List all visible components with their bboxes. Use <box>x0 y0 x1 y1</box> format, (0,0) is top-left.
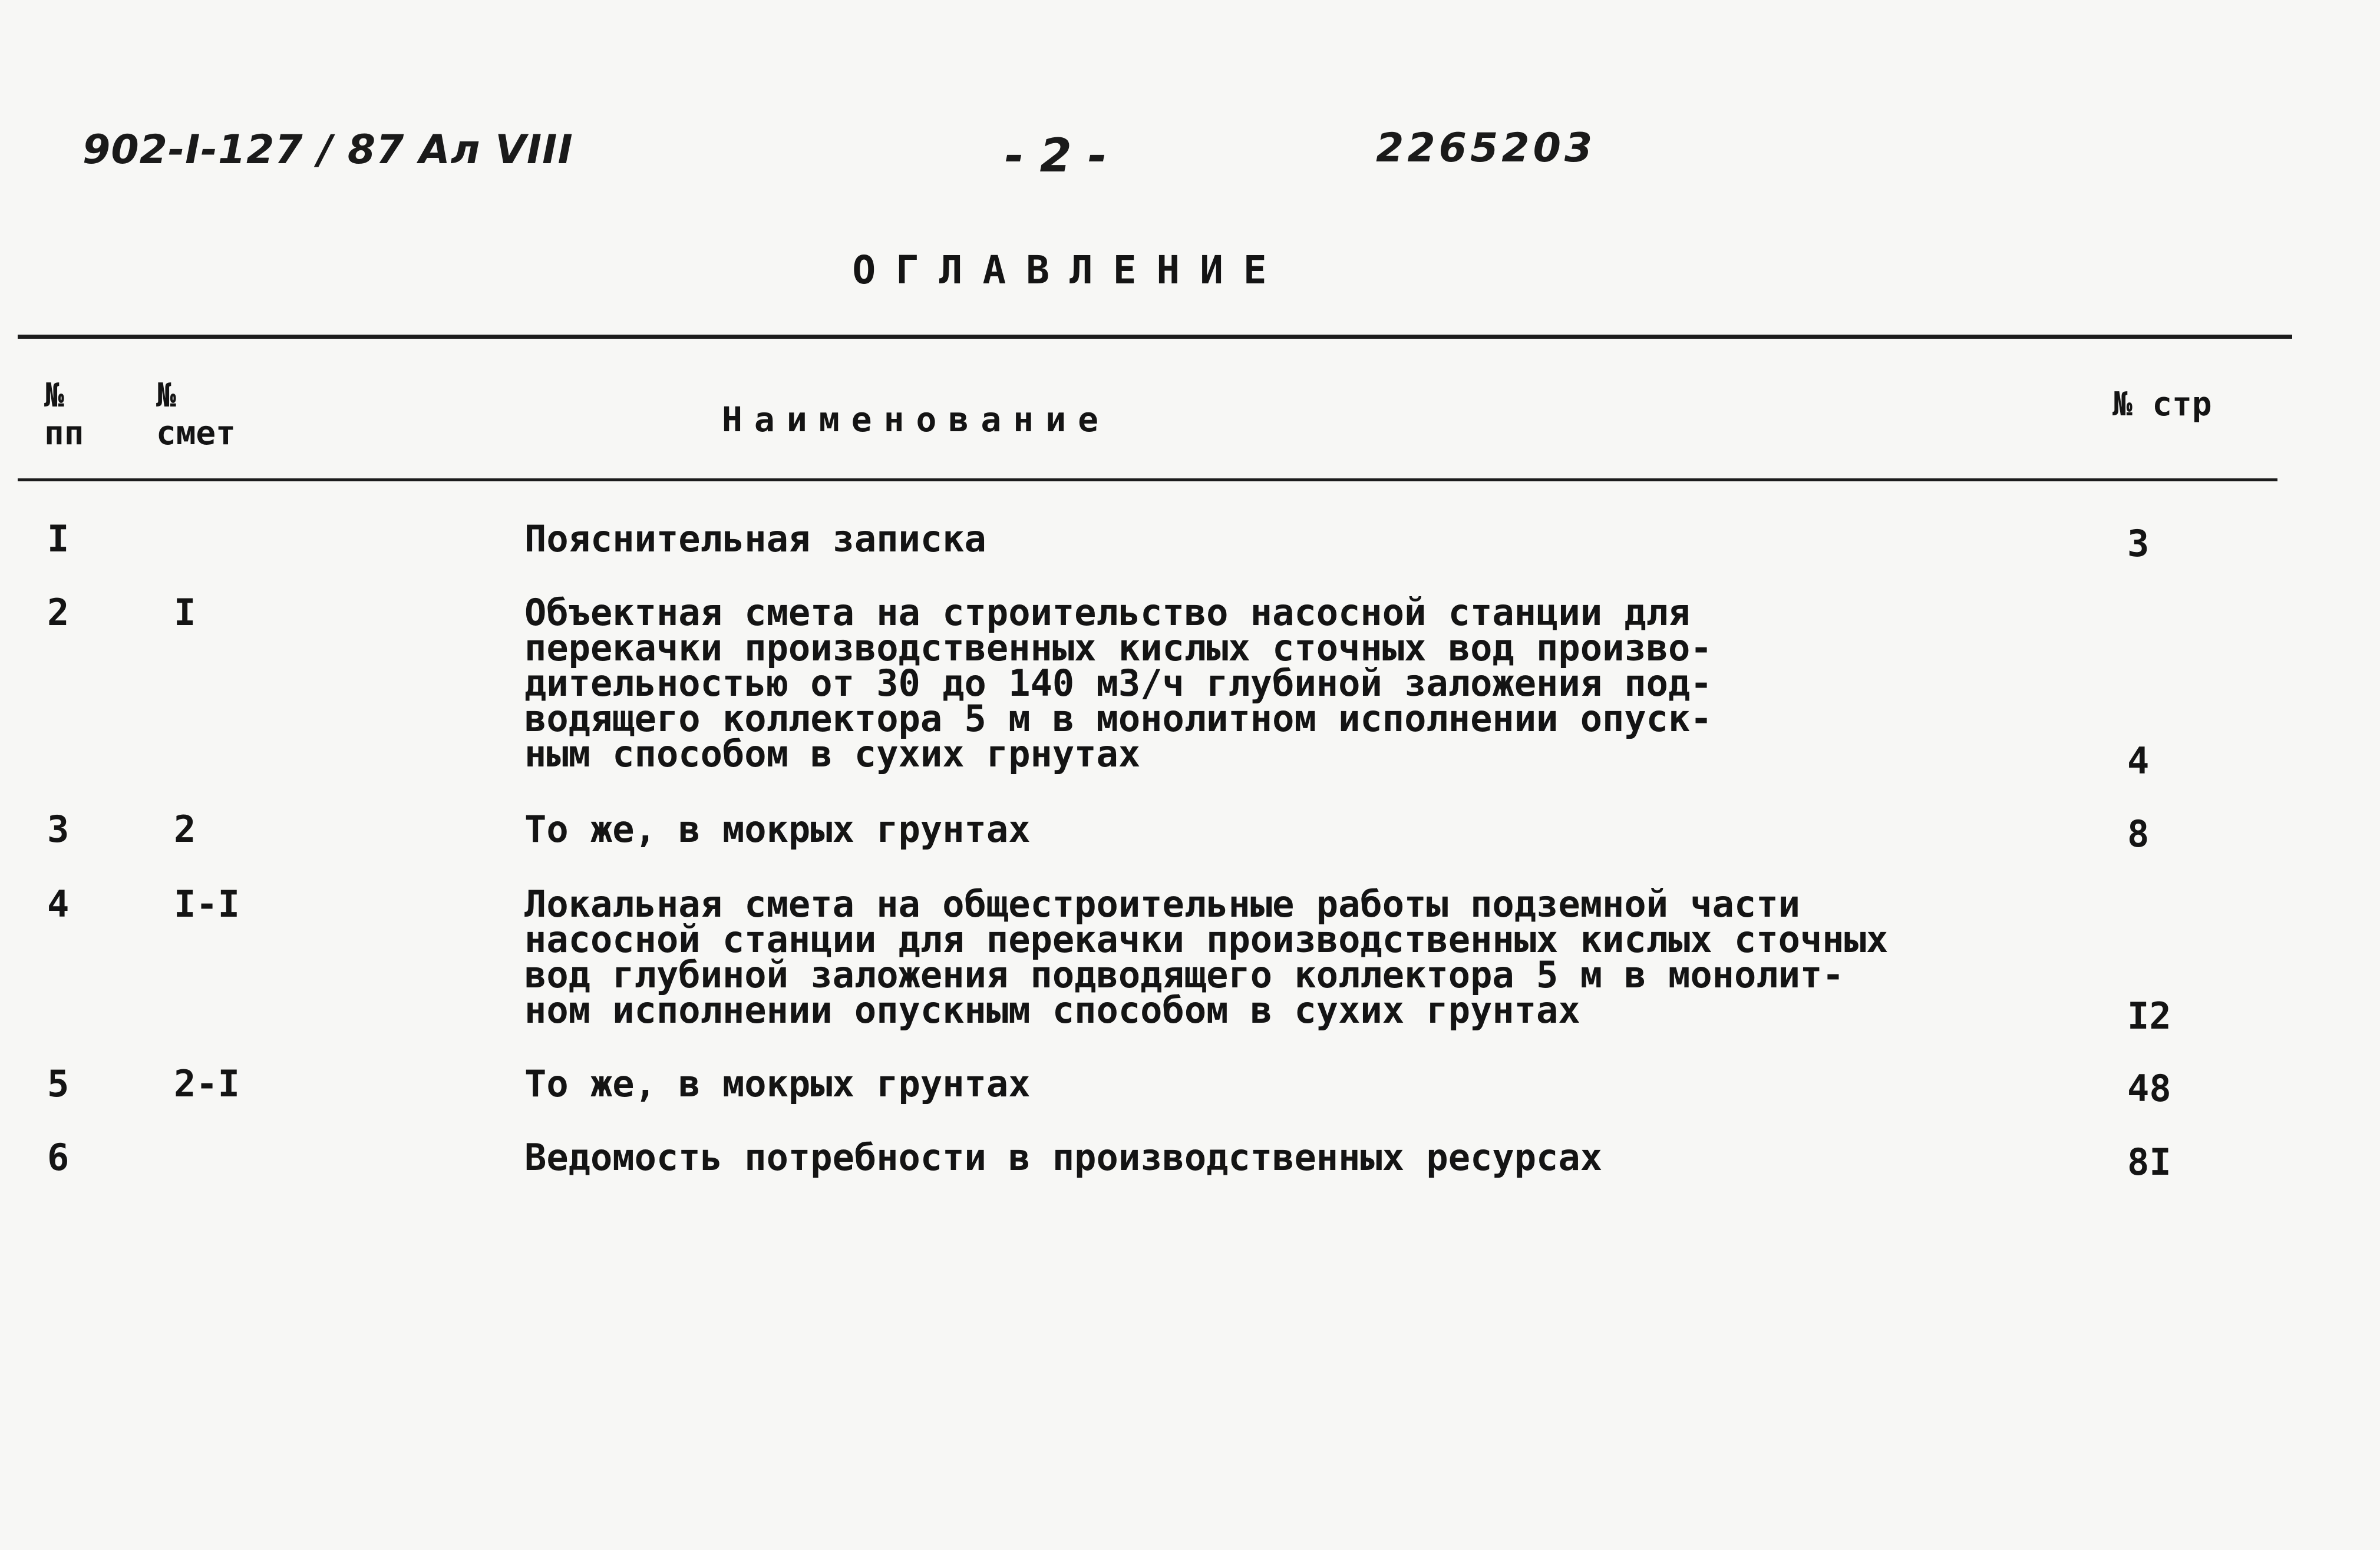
row-number: 4 <box>47 883 70 926</box>
table-header-rule <box>18 478 2277 481</box>
row-number: 2 <box>47 591 70 634</box>
row-estimate: I-I <box>174 883 240 926</box>
row-number: 3 <box>47 808 70 851</box>
row-number: 6 <box>47 1136 70 1179</box>
row-page: 8I <box>2127 1141 2171 1184</box>
row-name: Пояснительная записка <box>524 517 986 560</box>
row-number: 5 <box>47 1062 70 1105</box>
row-page: 48 <box>2127 1067 2171 1110</box>
column-header-name: Наименование <box>722 399 1111 439</box>
document-code: 902-I-127 / 87 Ал VIII <box>82 127 573 173</box>
column-header-page: № стр <box>2112 385 2212 424</box>
row-page: 8 <box>2127 812 2150 855</box>
row-name: Локальная смета на общестроительные работы подземной части насосной станции для перекачки производственных кислых сточных вод глубиной заложения подводящего коллектора 5 м в монолит- ном исполнении опускным способом в сухих грунтах <box>524 883 1889 1032</box>
column-header-number: № пп <box>44 376 84 452</box>
table-top-rule <box>18 335 2292 339</box>
row-page: I2 <box>2127 994 2171 1037</box>
document-number: 2265203 <box>1376 125 1596 171</box>
row-name: То же, в мокрых грунтах <box>524 1062 1031 1105</box>
row-name: То же, в мокрых грунтах <box>524 808 1031 851</box>
row-number: I <box>47 517 70 560</box>
row-estimate: 2 <box>174 808 196 851</box>
row-name: Объектная смета на строительство насосной станции для перекачки производственных кислых сточных вод произво- дительностью от 30 до 140 м3/ч глубиной заложения под- водящего коллектора 5 м в монолитном исполнении опуск- ным способом в сухих грнутах <box>524 591 1712 775</box>
page-number: - 2 - <box>1005 130 1107 183</box>
row-estimate: I <box>174 591 196 634</box>
row-page: 3 <box>2127 522 2150 565</box>
page-title: ОГЛАВЛЕНИЕ <box>852 247 1287 293</box>
column-header-estimate: № смет <box>156 376 236 452</box>
row-name: Ведомость потребности в производственных ресурсах <box>524 1136 1603 1179</box>
row-page: 4 <box>2127 739 2150 782</box>
row-estimate: 2-I <box>174 1062 240 1105</box>
